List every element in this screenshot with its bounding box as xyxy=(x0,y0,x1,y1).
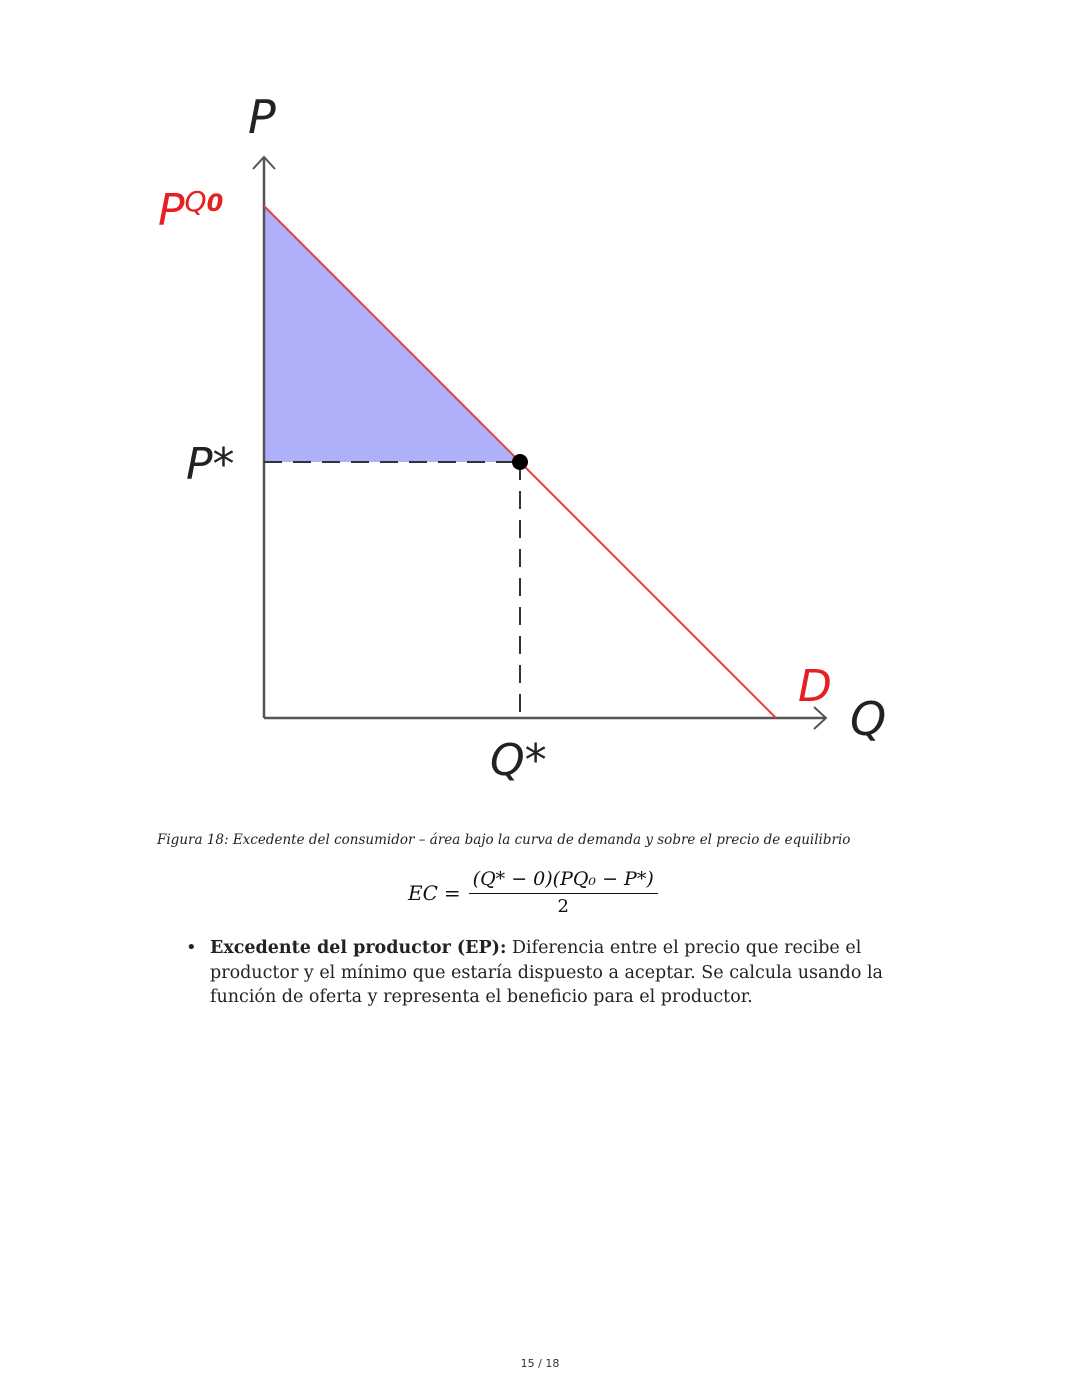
page-number: 15 / 18 xyxy=(520,1357,560,1370)
bullet-icon: • xyxy=(186,937,197,958)
demand-label: D xyxy=(798,661,832,712)
quantity-axis-label: Q xyxy=(850,692,887,746)
formula-lhs: EC xyxy=(408,880,438,905)
formula-equals: = xyxy=(443,880,461,905)
formula-denominator: 2 xyxy=(557,896,569,917)
price-axis-label: P xyxy=(248,90,276,144)
formula-numerator: (Q* − 0)(PQ₀ − P*) xyxy=(469,868,658,894)
figure-caption: Figura 18: Excedente del consumidor – área bajo la curva de demanda y sobre el precio de equilibrio xyxy=(157,832,851,848)
equilibrium-point xyxy=(512,454,528,470)
list-item-text xyxy=(210,936,926,1010)
consumer-surplus-figure xyxy=(150,85,910,800)
list-item-term: Excedente del productor (EP): xyxy=(210,938,507,958)
formula-fraction xyxy=(469,868,658,917)
intercept-price-label: $P^Q0$ xyxy=(158,185,224,236)
list-item-description: Diferencia entre el precio que recibe el productor y el mínimo que estaría dispuesto a aceptar. Se calcula usando la función de oferta y representa el beneficio para el productor. xyxy=(210,938,883,1007)
equilibrium-price-label: P* xyxy=(186,439,235,490)
consumer-surplus-formula xyxy=(408,868,658,917)
equilibrium-quantity-label: Q* xyxy=(490,735,547,786)
list-item xyxy=(186,936,926,1010)
